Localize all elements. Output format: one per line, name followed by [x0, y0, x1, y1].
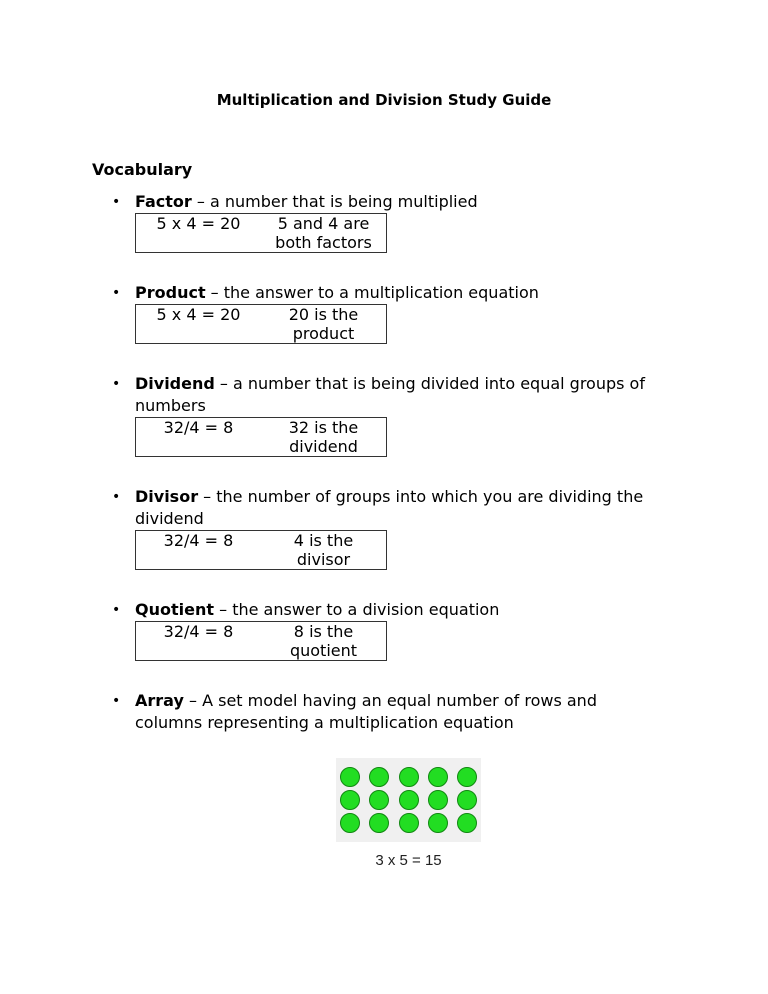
- example-table: [135, 621, 387, 661]
- term-factor: [112, 191, 682, 253]
- example-note-line: 20 is the: [288, 305, 359, 324]
- term-word: Dividend: [135, 374, 215, 393]
- example-equation: 32/4 = 8: [136, 622, 262, 661]
- example-note: [261, 214, 387, 253]
- term-product: [112, 282, 682, 344]
- term-divisor: [112, 486, 682, 570]
- example-note-line: product: [292, 324, 355, 343]
- term-separator: –: [214, 374, 233, 393]
- array-dot: [340, 790, 360, 810]
- term-line: [112, 690, 682, 712]
- term-line-continued: numbers: [135, 396, 206, 415]
- term-line: [112, 282, 682, 304]
- array-dot: [457, 767, 477, 787]
- term-separator: –: [198, 487, 217, 506]
- term-array: [112, 690, 682, 734]
- array-dot: [369, 790, 389, 810]
- term-line: [112, 486, 682, 508]
- array-dot: [340, 813, 360, 833]
- example-note: [261, 305, 387, 344]
- bullet-icon: •: [112, 376, 121, 392]
- term-separator: –: [183, 691, 203, 710]
- array-dot: [457, 790, 477, 810]
- array-dot: [428, 813, 448, 833]
- term-line: [112, 599, 682, 621]
- array-dot: [399, 790, 419, 810]
- array-dot-grid: [336, 758, 481, 842]
- array-dot: [340, 767, 360, 787]
- example-equation: 32/4 = 8: [136, 531, 262, 570]
- term-definition: the number of groups into which you are dividing the: [216, 487, 644, 506]
- term-definition: a number that is being multiplied: [209, 192, 478, 211]
- example-note: [261, 418, 387, 457]
- term-separator: –: [191, 192, 210, 211]
- example-note-line: both factors: [275, 233, 372, 252]
- bullet-icon: •: [112, 489, 121, 505]
- array-dot: [399, 767, 419, 787]
- array-dot: [399, 813, 419, 833]
- array-row: [340, 790, 477, 810]
- example-table: [135, 530, 387, 570]
- term-line-continued: columns representing a multiplication equation: [135, 713, 514, 732]
- bullet-icon: •: [112, 693, 121, 709]
- example-note: [261, 531, 387, 570]
- term-definition: A set model having an equal number of rows and: [202, 691, 597, 710]
- section-heading-vocabulary: Vocabulary: [92, 160, 193, 179]
- example-note-line: 8 is the: [293, 622, 354, 641]
- example-equation: 32/4 = 8: [136, 418, 262, 457]
- term-word: Quotient: [135, 600, 215, 619]
- array-caption: 3 x 5 = 15: [375, 852, 442, 869]
- array-dot: [369, 813, 389, 833]
- term-definition: the answer to a multiplication equation: [223, 283, 539, 302]
- page-title: Multiplication and Division Study Guide: [216, 91, 552, 109]
- array-dot: [428, 790, 448, 810]
- example-note: [261, 622, 387, 661]
- example-equation: 5 x 4 = 20: [136, 305, 262, 344]
- example-equation: 5 x 4 = 20: [136, 214, 262, 253]
- example-table: [135, 304, 387, 344]
- example-note-line: dividend: [289, 437, 358, 456]
- example-note-line: quotient: [289, 641, 358, 660]
- example-note-line: 32 is the: [288, 418, 359, 437]
- term-line: [112, 191, 682, 213]
- array-dot: [457, 813, 477, 833]
- bullet-icon: •: [112, 285, 121, 301]
- term-definition: a number that is being divided into equal groups of: [233, 374, 645, 393]
- term-word: Array: [135, 691, 184, 710]
- array-dot: [369, 767, 389, 787]
- example-note-line: 5 and 4 are: [277, 214, 370, 233]
- term-separator: –: [205, 283, 224, 302]
- array-dot: [428, 767, 448, 787]
- term-dividend: [112, 373, 682, 457]
- array-row: [340, 767, 477, 787]
- array-figure: [336, 758, 481, 869]
- example-note-line: 4 is the: [293, 531, 354, 550]
- term-word: Divisor: [135, 487, 199, 506]
- term-line-continued: dividend: [135, 509, 204, 528]
- example-table: [135, 417, 387, 457]
- bullet-icon: •: [112, 194, 121, 210]
- term-separator: –: [214, 600, 233, 619]
- term-word: Product: [135, 283, 206, 302]
- bullet-icon: •: [112, 602, 121, 618]
- term-word: Factor: [135, 192, 192, 211]
- array-row: [340, 813, 477, 833]
- term-quotient: [112, 599, 682, 661]
- example-table: [135, 213, 387, 253]
- term-definition: the answer to a division equation: [232, 600, 500, 619]
- example-note-line: divisor: [296, 550, 351, 569]
- term-line: [112, 373, 682, 395]
